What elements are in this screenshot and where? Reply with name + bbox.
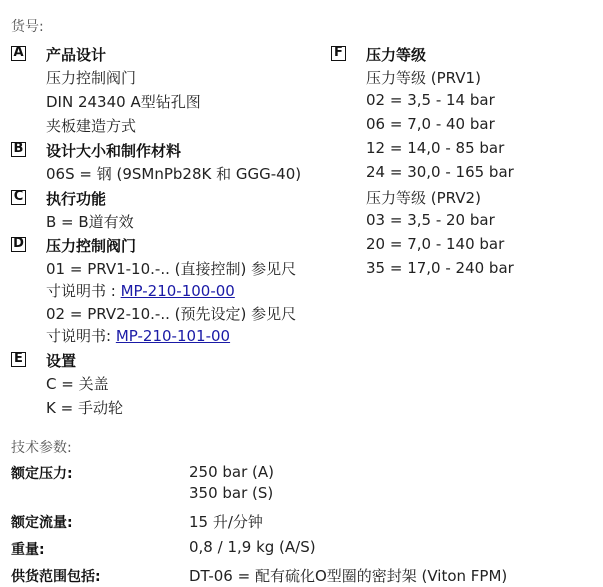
section-f-title: 压力等级: [366, 46, 427, 64]
section-d-item2-line2: [46, 325, 230, 346]
section-f-line: 06 = 7,0 - 40 bar: [366, 115, 495, 133]
spec-value: 15 升/分钟: [189, 513, 263, 531]
section-d-item1-line1: 01 = PRV1-10.-.. (直接控制) 参见尺: [46, 260, 297, 278]
manual-link-mp-210-101-00[interactable]: MP-210-101-00: [115, 327, 231, 345]
section-d-title: 压力控制阀门: [46, 237, 137, 255]
section-a-line: 压力控制阀门: [46, 69, 137, 87]
section-f-line: 02 = 3,5 - 14 bar: [366, 91, 495, 109]
section-a-line: 夹板建造方式: [46, 117, 137, 135]
spec-label-weight: 重量:: [11, 542, 45, 558]
section-f-letter-box: F: [331, 46, 346, 61]
order-code-label: 货号:: [11, 19, 44, 35]
section-b-title: 设计大小和制作材料: [46, 142, 182, 160]
spec-value: DT-06 = 配有硫化O型圈的密封架 (Viton FPM): [189, 567, 508, 585]
section-f-line: 24 = 30,0 - 165 bar: [366, 163, 514, 181]
section-c-letter-box: C: [11, 190, 26, 205]
section-f-line: 35 = 17,0 - 240 bar: [366, 259, 514, 277]
manual-link-mp-210-100-00[interactable]: MP-210-100-00: [120, 282, 235, 300]
section-f-line: 03 = 3,5 - 20 bar: [366, 211, 495, 229]
section-b-line: 06S = 钢 (9SMnPb28K 和 GGG-40): [46, 165, 302, 183]
section-a-letter-box: A: [11, 46, 26, 61]
section-e-line: K = 手动轮: [46, 399, 123, 417]
tech-params-label: 技术参数:: [11, 440, 72, 456]
section-f-line: 20 = 7,0 - 140 bar: [366, 235, 505, 253]
spec-value: 0,8 / 1,9 kg (A/S): [189, 538, 316, 556]
section-c-title: 执行功能: [46, 190, 107, 208]
section-d-item1-line2: [46, 280, 235, 301]
section-d-item2-line1: 02 = PRV2-10.-.. (预先设定) 参见尺: [46, 305, 297, 323]
section-d-letter-box: D: [11, 237, 26, 252]
spec-label-rated-pressure: 额定压力:: [11, 466, 73, 482]
section-f-line: 12 = 14,0 - 85 bar: [366, 139, 505, 157]
section-e-title: 设置: [46, 352, 77, 370]
section-a-title: 产品设计: [46, 46, 107, 64]
section-c-line: B = B道有效: [46, 213, 134, 231]
section-a-line: DIN 24340 A型钻孔图: [46, 93, 201, 111]
section-e-line: C = 关盖: [46, 375, 109, 393]
spec-label-scope-of-supply: 供货范围包括:: [11, 569, 101, 585]
section-e-letter-box: E: [11, 352, 26, 367]
spec-value: 350 bar (S): [189, 484, 274, 502]
spec-label-rated-flow: 额定流量:: [11, 515, 73, 531]
section-b-letter-box: B: [11, 142, 26, 157]
spec-value: 250 bar (A): [189, 463, 275, 481]
section-d-item1-prefix: 寸说明书 :: [46, 282, 121, 300]
section-d-item2-prefix: 寸说明书:: [46, 327, 116, 345]
section-f-line: 压力等级 (PRV2): [366, 189, 481, 207]
section-f-line: 压力等级 (PRV1): [366, 69, 481, 87]
